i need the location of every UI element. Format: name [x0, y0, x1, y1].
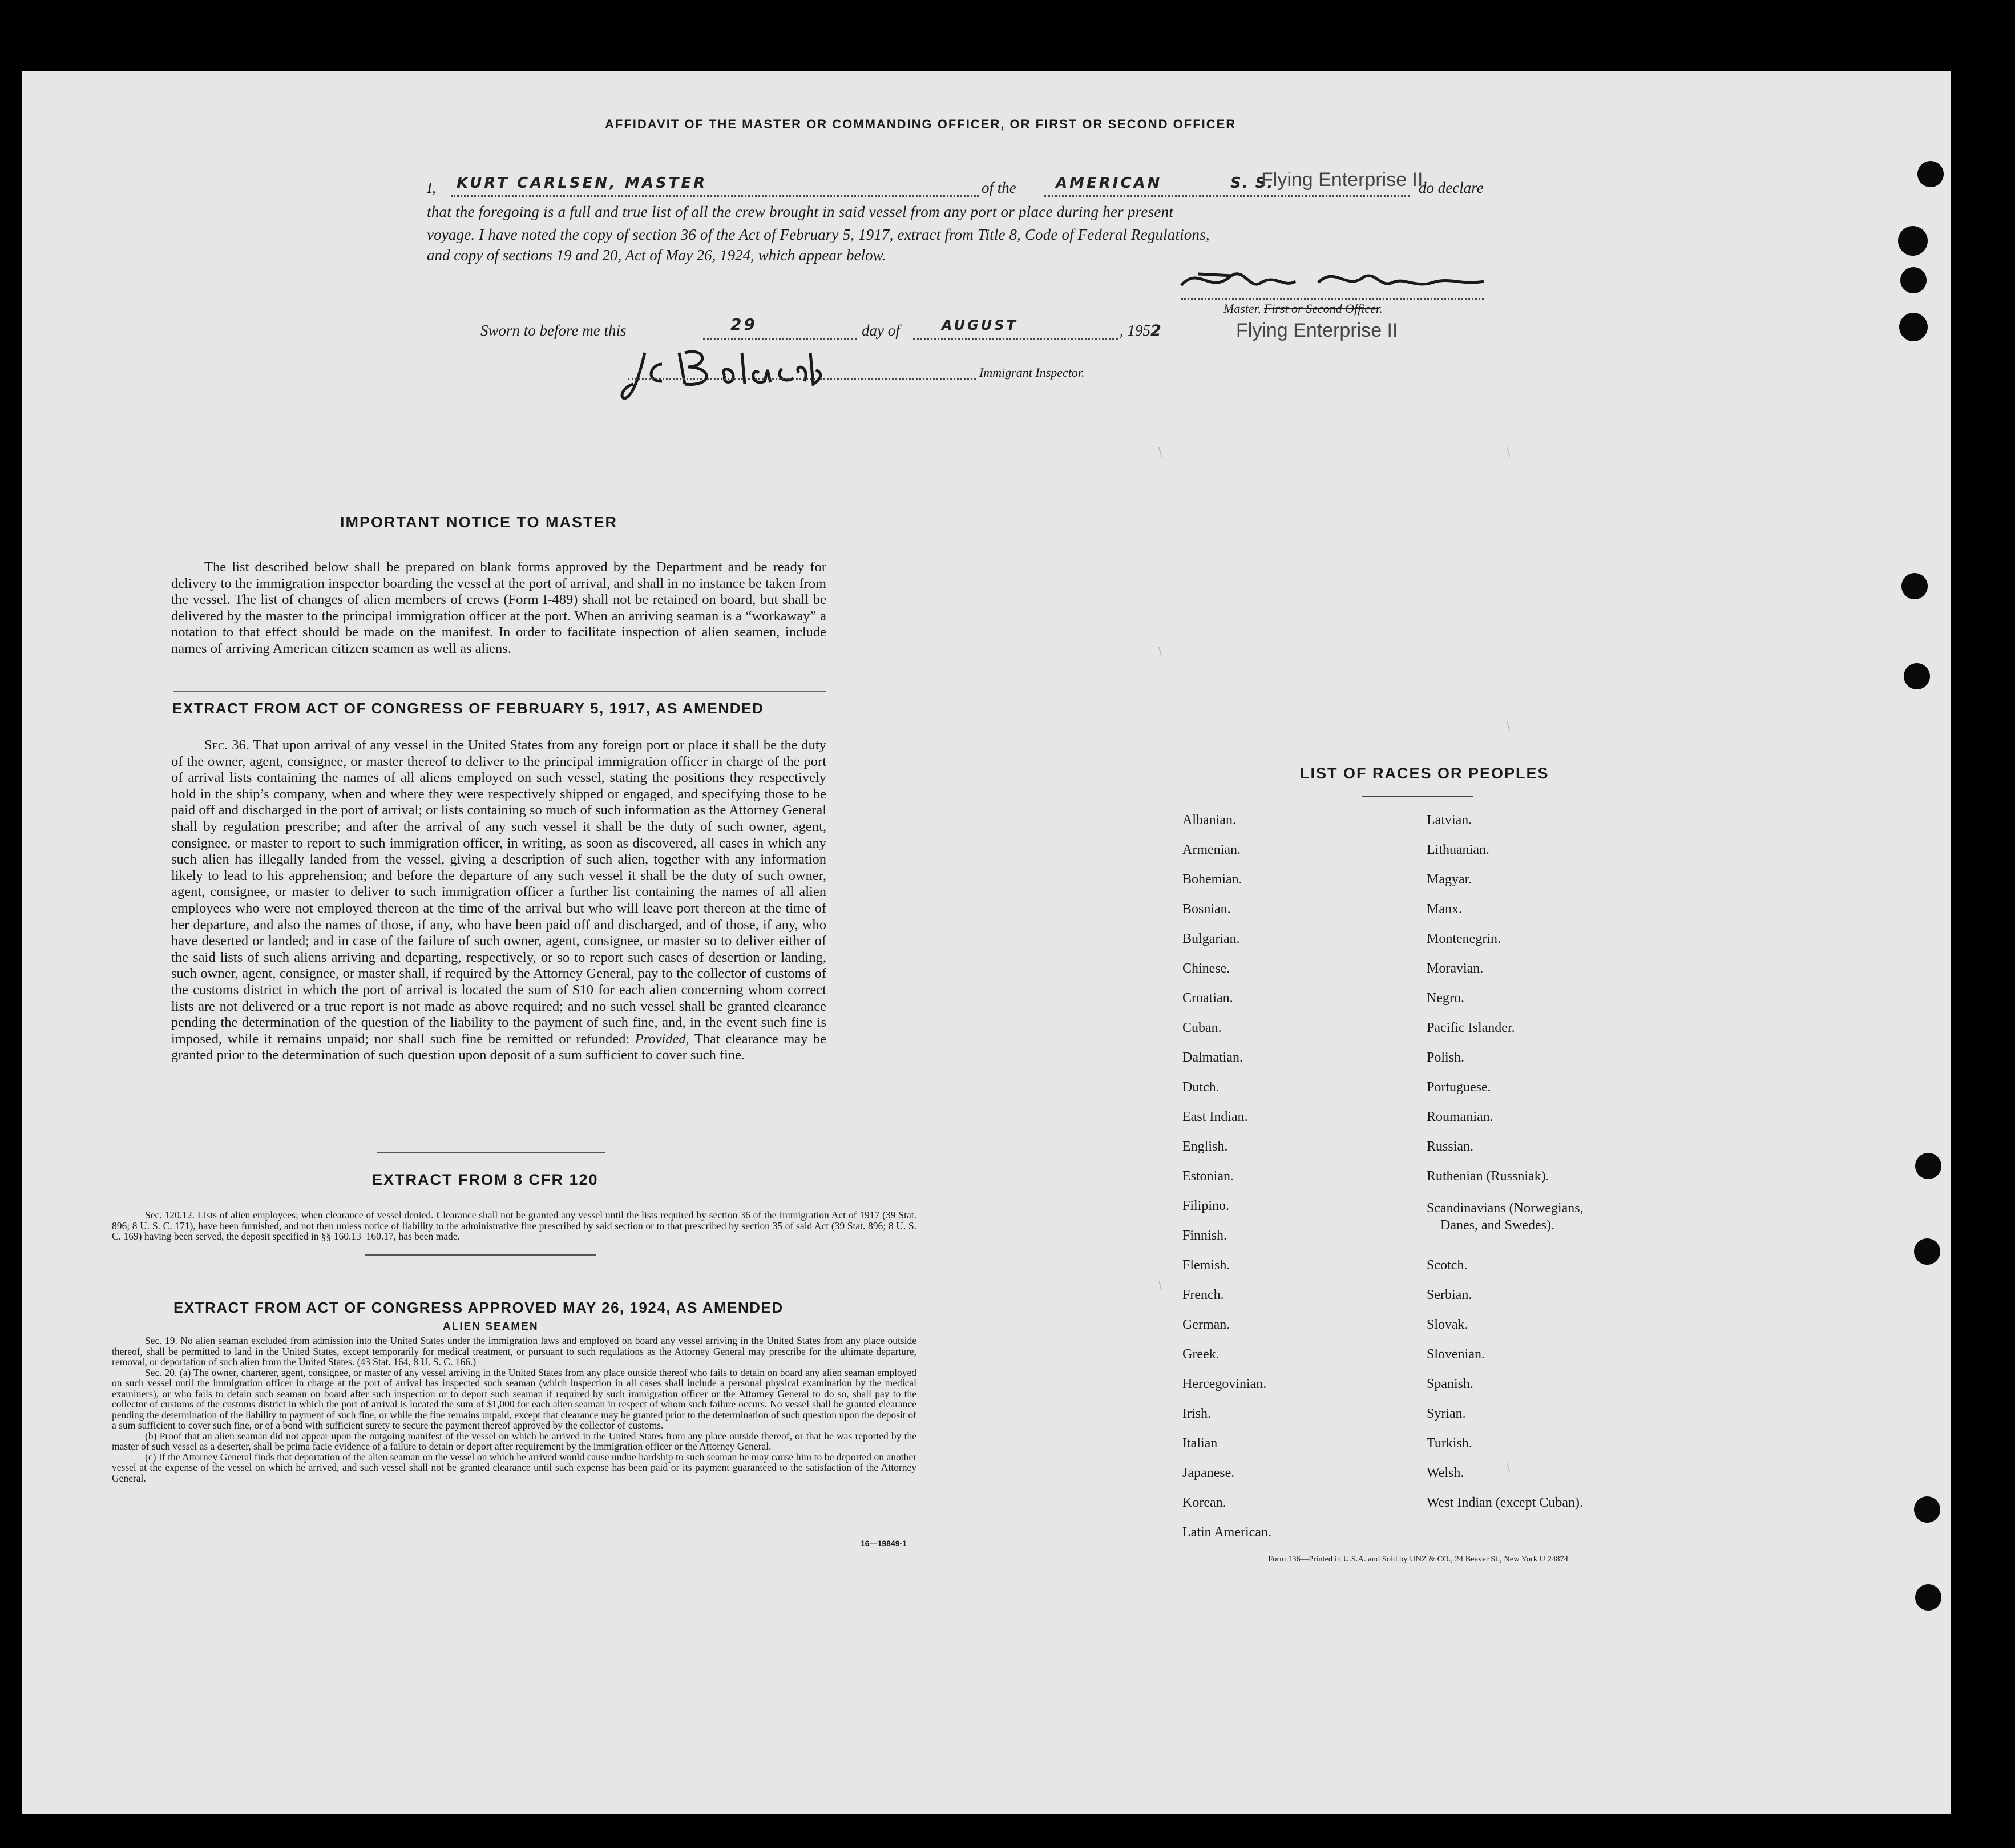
print-code: 16—19849-1 [861, 1539, 907, 1548]
sec-36-text: That upon arrival of any vessel in the United States from any foreign port or place it shall be the duty of the owner, agent, consignee, or master thereof to deliver to the principal immigration officer in charge of the port of arrival lists containing the names of all aliens employed on such vessel, stating the positions they respectively hold in the ship’s company, when and where they were respectively shipped or engaged, and specifying those to be paid off and discharged in the port of arrival; or lists containing so much of such information as the Attorney General shall by regulation prescribe; and after the arrival of any such vessel it shall be the duty of such owner, agent, consignee, or master to report to such immigration officer, in writing, as soon as discovered, all cases in which any such alien has illegally landed from the vessel, giving a description of such alien, together with any information likely to lead to his apprehension; and before the departure of any such vessel it shall be the duty of such owner, agent, consignee, or master to deliver to such immigration officer a further list containing the names of all alien employees who were not employed thereon at the time of the arrival but who will leave port thereon at the time of her departure, and also the names of those, if any, who have been paid off and discharged, and of those, if any, who have deserted or landed; and in case of the failure of such owner, agent, consignee, or master so to deliver either of the said lists of such aliens arriving and departing, respectively, or so to report such cases of desertion or landing, such owner, agent, consignee, or master shall, if required by the Attorney General, pay to the collector of customs of the customs district in which the port of arrival is located the sum of $10 for each alien concerning whom correct lists are not delivered or a true report is not made as above required; and no such vessel shall be granted clearance pending the determination of the question of the liability to the payment of such fine, and, in the event such fine is imposed, while it remains unpaid; nor shall such fine be remitted or refunded: [171, 737, 826, 1047]
race-item: Spanish. [1427, 1377, 1474, 1391]
race-item: Bulgarian. [1182, 931, 1240, 946]
ship-name-stamp-lower: Flying Enterprise II [1236, 320, 1398, 341]
day-handwritten: 29 [730, 315, 757, 334]
punch-hole [1917, 161, 1944, 187]
race-item: East Indian. [1182, 1109, 1248, 1124]
of-the-label: of the [982, 179, 1016, 196]
extract-1924-title: EXTRACT FROM ACT OF CONGRESS APPROVED MAY 26, 1924, AS AMENDED [173, 1299, 784, 1316]
race-item: Lithuanian. [1427, 842, 1489, 857]
race-item: Manx. [1427, 902, 1462, 917]
race-item: Serbian. [1427, 1288, 1472, 1302]
race-item: Chinese. [1182, 961, 1230, 976]
races-title: LIST OF RACES OR PEOPLES [1300, 765, 1549, 782]
punch-hole [1899, 313, 1928, 341]
race-item: Polish. [1427, 1050, 1465, 1065]
punch-hole [1915, 1584, 1941, 1611]
sec-36-proviso: That clearance may be granted prior to the determination of such question upon deposit of a sum sufficient to cover such fine. [171, 1031, 826, 1063]
extract-1917-body [171, 737, 826, 1064]
nationality-handwritten: AMERICAN [1056, 175, 1162, 192]
year-printed [1120, 322, 1161, 340]
sworn-label: Sworn to before me this [480, 322, 627, 339]
race-item: Armenian. [1182, 842, 1241, 857]
race-item: Montenegrin. [1427, 931, 1501, 946]
sec-20a-text: Sec. 20. (a) The owner, charterer, agent, consignee, or master of any vessel arriving in the United States from any place outside thereof who fails to detain on board any alien seaman employed on such vessel until the immigration officer in charge at the port of arrival has inspected such seaman (which inspection in all cases shall include a personal physical examination by the medical examiners), or who fails to detain such seaman on board after such inspection or to deport such seaman if required by such immigration officer or the Attorney General to do so, shall pay to the collector of customs of the customs district in which the port of arrival is located the sum of $1,000 for each alien seaman in respect of whom such failure occurs. No vessel shall be granted clearance pending the determination of the liability to payment of such fine, or while the fine remains unpaid, except that clearance may be granted prior to the determination of such question upon the deposit of a sum sufficient to cover such fine, or of a bond with sufficient surety to secure the payment thereof approved by the collector of customs. [112, 1366, 916, 1431]
master-title-label [1223, 301, 1383, 316]
name-blank-line [451, 195, 979, 197]
bleed-through-mark: \ [1158, 445, 1162, 459]
punch-hole [1898, 226, 1928, 256]
sec-19-text: Sec. 19. No alien seaman excluded from admission into the United States under the immigration laws and employed on board any vessel arriving in the United States from any place outside thereof, shall be permitted to land in the United States, except temporarily for medical treatment, or pursuant to such regulations as the Attorney General may prescribe for the ultimate departure, removal, or deportation of such alien from the United States. (43 Stat. 164, 8 U. S. C. 166.) [112, 1335, 916, 1367]
race-item: Portuguese. [1427, 1080, 1491, 1095]
race-item: Croatian. [1182, 991, 1233, 1006]
month-blank-line [913, 338, 1118, 340]
inspector-label: Immigrant Inspector. [979, 365, 1085, 380]
race-item: Estonian. [1182, 1169, 1234, 1184]
punch-hole [1915, 1153, 1941, 1179]
race-item: Russian. [1427, 1139, 1474, 1154]
race-item: West Indian (except Cuban). [1427, 1495, 1583, 1510]
divider [377, 1152, 605, 1153]
divider [173, 691, 826, 692]
day-blank-line [703, 338, 857, 340]
affidavit-line-3: voyage. I have noted the copy of section 36 of the Act of February 5, 1917, extract from Title 8, Code of Federal Regulations, [427, 226, 1210, 243]
master-label: Master, [1223, 301, 1261, 316]
ship-name-stamp: Flying Enterprise II [1261, 169, 1423, 191]
divider [1362, 796, 1473, 797]
month-handwritten: AUGUST [942, 317, 1018, 333]
inspector-signature [622, 341, 885, 410]
race-item: Slovak. [1427, 1317, 1468, 1332]
race-item: Roumanian. [1427, 1109, 1493, 1124]
divider [365, 1254, 596, 1256]
punch-hole [1901, 573, 1928, 599]
sec-20b-text: (b) Proof that an alien seaman did not appear upon the outgoing manifest of the vessel on which he arrived in the United States from any place outside thereof, or that he was reported by the master of such vessel as a deserter, shall be prima facie evidence of a failure to detain or deport after requirement by the immigration officer or the Attorney General. [112, 1430, 916, 1452]
bleed-through-mark: \ [1158, 645, 1162, 659]
year-prefix: , 195 [1120, 322, 1150, 339]
bleed-through-mark: \ [1507, 1461, 1511, 1475]
race-item: Bosnian. [1182, 902, 1231, 917]
affidavit-line-2: that the foregoing is a full and true list of all the crew brought in said vessel from any port or place during her present [427, 203, 1174, 220]
master-name-handwritten: KURT CARLSEN, MASTER [457, 175, 708, 192]
punch-hole [1914, 1496, 1940, 1523]
race-item: Latvian. [1427, 813, 1472, 828]
affidavit-line-4: and copy of sections 19 and 20, Act of May 26, 1924, which appear below. [427, 247, 886, 264]
race-item: Dalmatian. [1182, 1050, 1243, 1065]
form-print-note: Form 136—Printed in U.S.A. and Sold by UNZ & CO., 24 Beaver St., New York U 24874 [1268, 1555, 1569, 1564]
race-item: Albanian. [1182, 813, 1236, 828]
struck-officer-label: First or Second Officer [1263, 301, 1380, 316]
race-item: Slovenian. [1427, 1347, 1485, 1362]
do-declare-label: do declare [1419, 179, 1484, 196]
race-item: German. [1182, 1317, 1230, 1332]
notice-body: The list described below shall be prepared on blank forms approved by the Department and be ready for delivery to the immigration inspector boarding the vessel at the port of arrival, and shall in no instance be taken from the vessel. The list of changes of alien members of crews (Form I-489) shall not be retained on board, but shall be delivered by the master to the principal immigration officer at the port. When an arriving seaman is a “workaway” a notation to that effect should be made on the manifest. In order to facilitate inspection of alien seamen, include names of arriving American citizen seamen as well as aliens. [171, 559, 826, 656]
affidavit-title: AFFIDAVIT OF THE MASTER OR COMMANDING OFFICER, OR FIRST OR SECOND OFFICER [605, 117, 1237, 131]
race-item: Ruthenian (Russniak). [1427, 1169, 1549, 1184]
race-item: Pacific Islander. [1427, 1020, 1515, 1035]
day-of-label: day of [862, 322, 900, 339]
race-item: Greek. [1182, 1347, 1220, 1362]
vessel-blank-line [1044, 195, 1410, 197]
bleed-through-mark: \ [1158, 1278, 1162, 1293]
extract-1924-body [112, 1335, 916, 1483]
bleed-through-mark: \ [1507, 719, 1511, 733]
race-item: Filipino. [1182, 1199, 1230, 1213]
inspector-signature-line [628, 378, 976, 380]
race-item: Japanese. [1182, 1466, 1235, 1480]
race-item: Turkish. [1427, 1436, 1472, 1451]
punch-hole [1914, 1238, 1940, 1265]
race-item: Syrian. [1427, 1406, 1466, 1421]
extract-1917-title: EXTRACT FROM ACT OF CONGRESS OF FEBRUARY 5, 1917, AS AMENDED [172, 700, 764, 717]
race-item: Italian [1182, 1436, 1218, 1451]
sec-36-label: Sec. 36. [204, 737, 249, 753]
race-item: English. [1182, 1139, 1228, 1154]
year-handwritten: 2 [1150, 322, 1161, 340]
race-item: Bohemian. [1182, 872, 1242, 887]
punch-hole [1900, 267, 1927, 293]
race-item: Moravian. [1427, 961, 1484, 976]
race-item: Hercegovinian. [1182, 1377, 1267, 1391]
sec-20c-text: (c) If the Attorney General finds that deportation of the alien seaman on the vessel on which he arrived would cause undue hardship to such seaman he may cause him to be deported on another vessel at the expense of the vessel on which he arrived, and such vessel shall not be granted clearance until such expense has been paid or its payment guaranteed to the satisfaction of the Attorney General. [112, 1451, 916, 1484]
master-signature-text: Kurt Carlsen [1278, 285, 1282, 286]
race-item: Flemish. [1182, 1258, 1230, 1273]
race-item: Irish. [1182, 1406, 1211, 1421]
race-item: Negro. [1427, 991, 1464, 1006]
race-item: Finnish. [1182, 1228, 1227, 1243]
race-item: Latin American. [1182, 1525, 1271, 1540]
extract-cfr-body: Sec. 120.12. Lists of alien employees; when clearance of vessel denied. Clearance shall not be granted any vessel until the lists required by section 36 of the Immigration Act of 1917 (39 Stat. 896; 8 U. S. C. 171), have been furnished, and not then unless notice of liability to the administrative fine prescribed by said section or to that prescribed by section 35 of said Act (39 Stat. 896; 8 U. S. C. 169) having been served, the deposit specified in §§ 160.13–160.17, has been made. [112, 1209, 916, 1242]
race-item: Magyar. [1427, 872, 1472, 887]
extract-cfr-title: EXTRACT FROM 8 CFR 120 [372, 1171, 599, 1188]
punch-hole [1904, 663, 1930, 689]
extract-1924-subtitle: ALIEN SEAMEN [443, 1321, 539, 1333]
race-item: French. [1182, 1288, 1224, 1302]
master-label-end: . [1379, 301, 1383, 316]
race-item: Danes, and Swedes). [1440, 1218, 1554, 1233]
race-item: Cuban. [1182, 1020, 1222, 1035]
race-item: Welsh. [1427, 1466, 1464, 1480]
notice-title: IMPORTANT NOTICE TO MASTER [340, 514, 617, 531]
provided-word: Provided, [635, 1031, 689, 1047]
race-item: Dutch. [1182, 1080, 1220, 1095]
race-item: Korean. [1182, 1495, 1226, 1510]
master-signature-line [1181, 298, 1484, 300]
affidavit-prefix: I, [427, 179, 436, 196]
ss-handwritten: S. S. [1230, 175, 1274, 192]
race-item: Scandinavians (Norwegians, [1427, 1201, 1584, 1216]
bleed-through-mark: \ [1507, 445, 1511, 459]
race-item: Scotch. [1427, 1258, 1468, 1273]
